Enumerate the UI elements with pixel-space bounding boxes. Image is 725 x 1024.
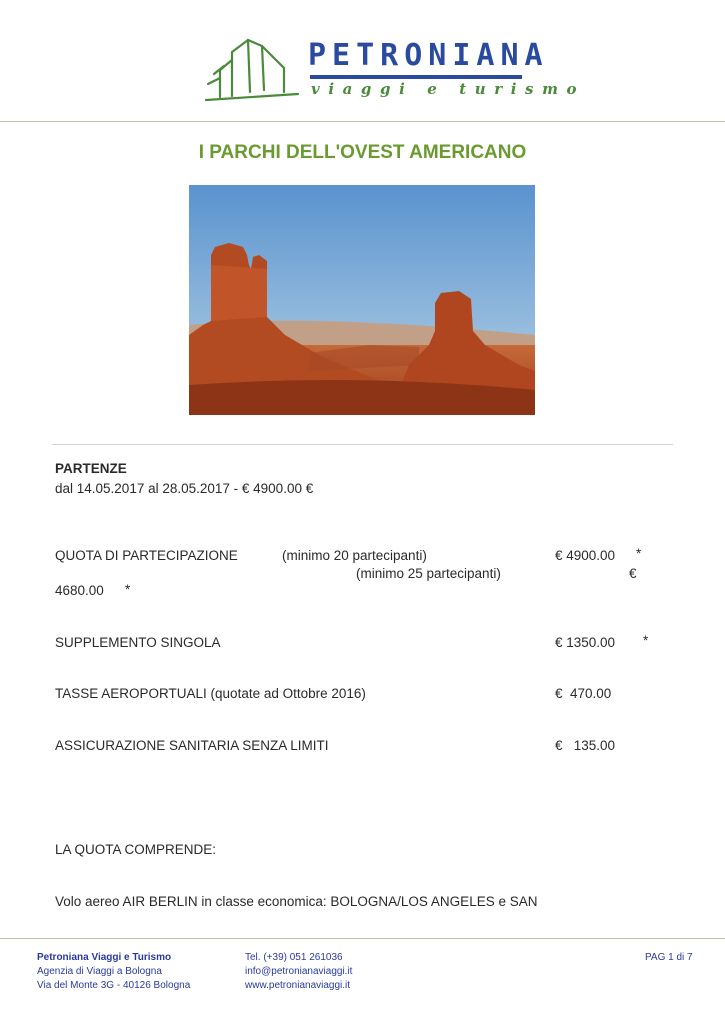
includes-heading: LA QUOTA COMPRENDE: <box>55 842 217 857</box>
section-divider <box>52 444 673 445</box>
insurance-price: € 135.00 <box>555 738 616 753</box>
quota-star-1: * <box>636 546 642 561</box>
quota-min25: (minimo 25 partecipanti) <box>356 566 501 581</box>
airport-tax-label: TASSE AEROPORTUALI (quotate ad Ottobre 2016) <box>55 686 366 701</box>
logo-building-icon <box>198 34 303 104</box>
monument-valley-photo <box>189 185 535 415</box>
brand-tagline: viaggi e turismo <box>311 80 586 98</box>
quota-euro-2: € <box>629 566 637 581</box>
footer-website-link[interactable]: www.petronianaviaggi.it <box>245 980 351 991</box>
insurance-label: ASSICURAZIONE SANITARIA SENZA LIMITI <box>55 738 329 753</box>
quota-min20: (minimo 20 partecipanti) <box>282 548 427 563</box>
quota-price-20: € 4900.00 <box>555 548 616 563</box>
footer-address: Via del Monte 3G - 40126 Bologna <box>37 980 191 991</box>
brand-underline <box>310 75 522 79</box>
single-supplement-price: € 1350.00 <box>555 635 616 650</box>
includes-line-1: Volo aereo AIR BERLIN in classe economica: BOLOGNA/LOS ANGELES e SAN <box>55 894 538 909</box>
footer-phone: Tel. (+39) 051 261036 <box>245 952 343 963</box>
departures-dates: dal 14.05.2017 al 28.05.2017 - € 4900.00 € <box>55 481 314 496</box>
quota-label: QUOTA DI PARTECIPAZIONE <box>55 548 238 563</box>
footer-divider <box>0 938 725 939</box>
footer-page-number: PAG 1 di 7 <box>645 952 693 963</box>
single-supplement-label: SUPPLEMENTO SINGOLA <box>55 635 221 650</box>
page-title: I PARCHI DELL'OVEST AMERICANO <box>198 142 527 163</box>
footer-email-link[interactable]: info@petronianaviaggi.it <box>245 966 353 977</box>
single-supplement-star: * <box>643 633 649 648</box>
brand-name: PETRONIANA <box>308 38 549 73</box>
departures-heading: PARTENZE <box>55 461 127 476</box>
quota-price-25: 4680.00 <box>55 583 104 598</box>
airport-tax-price: € 470.00 <box>555 686 612 701</box>
footer-company: Petroniana Viaggi e Turismo <box>37 952 172 963</box>
quota-star-2: * <box>125 582 131 597</box>
header-divider <box>0 121 725 122</box>
footer-subtitle: Agenzia di Viaggi a Bologna <box>37 966 162 977</box>
